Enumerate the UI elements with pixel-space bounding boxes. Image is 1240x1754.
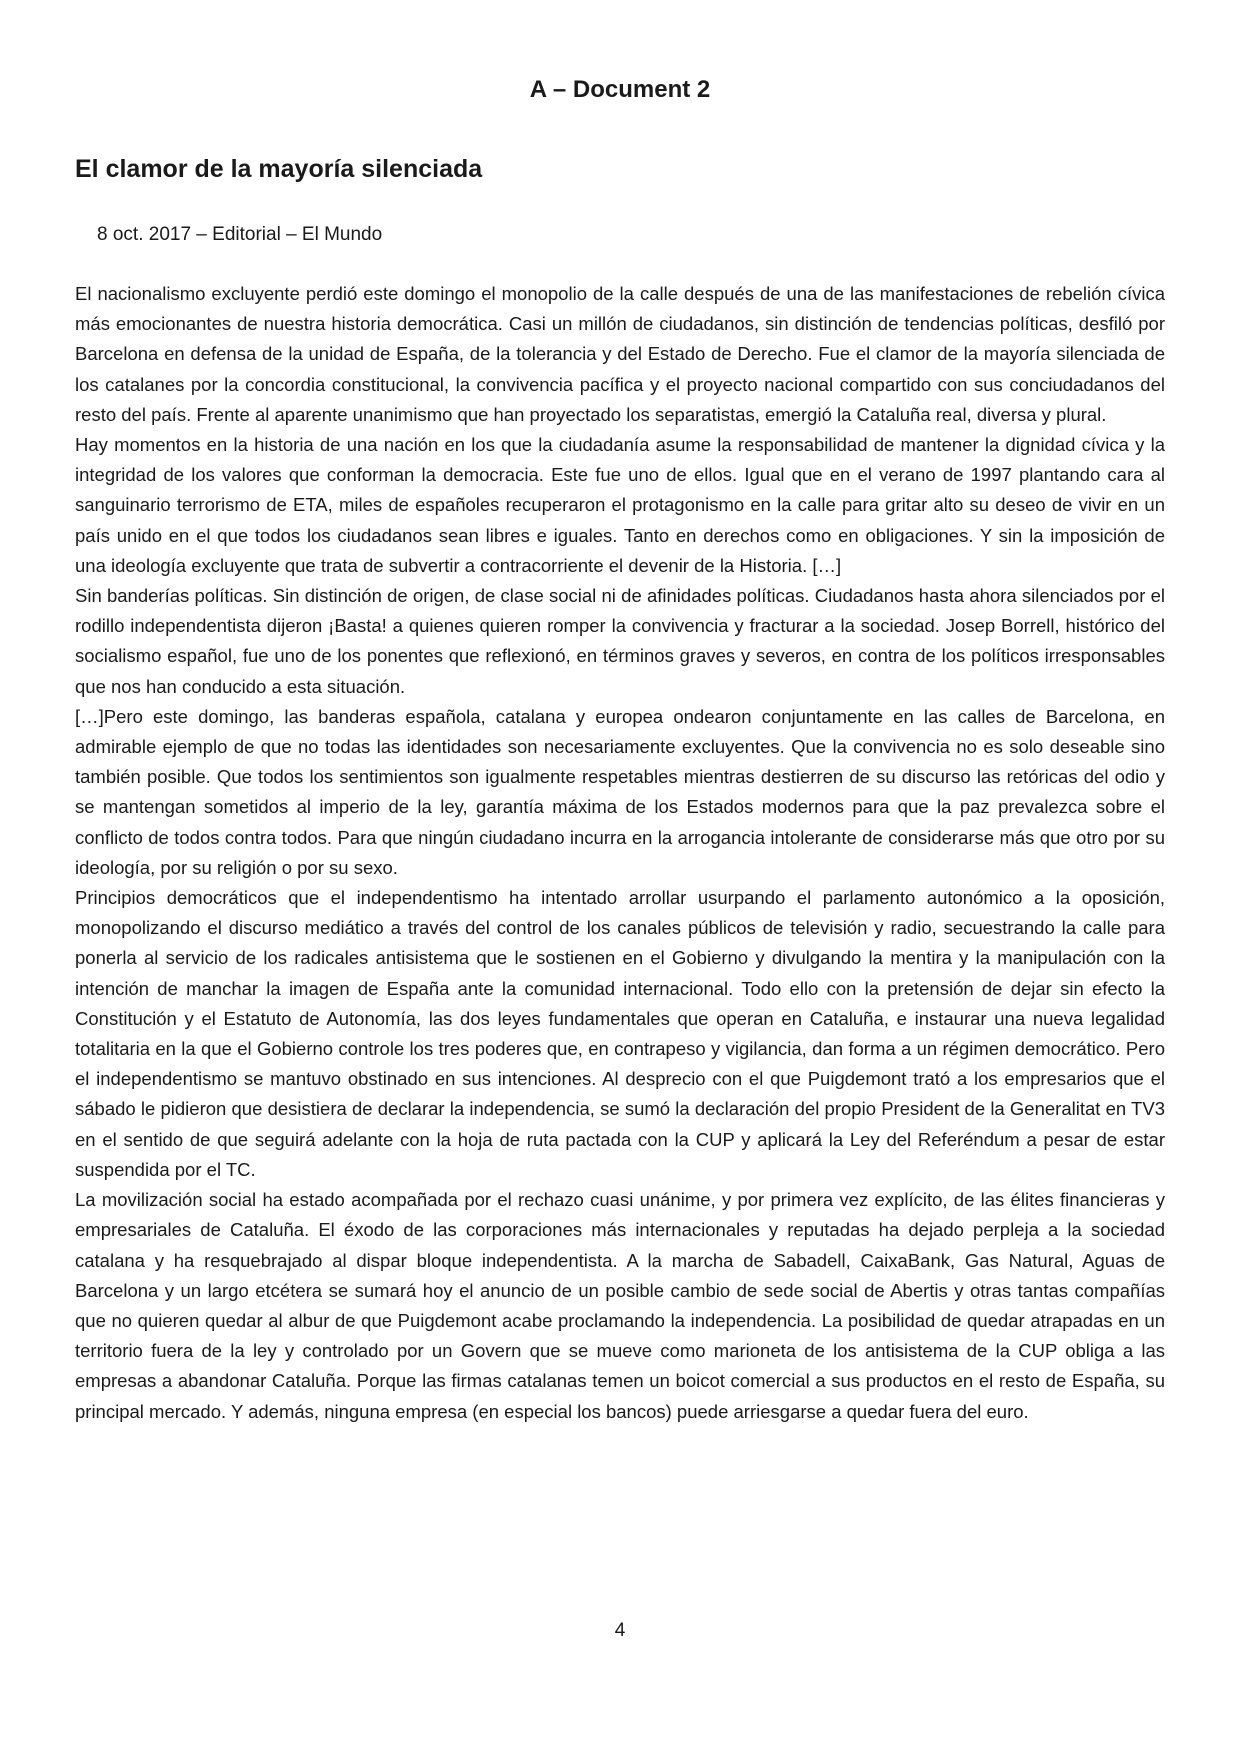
paragraph: Principios democráticos que el independentismo ha intentado arrollar usurpando el parlamento autonómico a la oposición, monopolizando el discurso mediático a través del control de los canales públicos de televisión y radio, secuestrando la calle para ponerla al servicio de los radicales antisistema que le sostienen en el Gobierno y divulgando la mentira y la manipulación con la intención de manchar la imagen de España ante la comunidad internacional. Todo ello con la pretensión de dejar sin efecto la Constitución y el Estatuto de Autonomía, las dos leyes fundamentales que operan en Cataluña, e instaurar una nueva legalidad totalitaria en la que el Gobierno controle los tres poderes que, en contrapeso y vigilancia, dan forma a un régimen democrático. Pero el independentismo se mantuvo obstinado en sus intenciones. Al desprecio con el que Puigdemont trató a los empresarios que el sábado le pidieron que desistiera de declarar la independencia, se sumó la declaración del propio President de la Generalitat en TV3 en el sentido de que seguirá adelante con la hoja de ruta pactada con la CUP y aplicará la Ley del Referéndum a pesar de estar suspendida por el TC. [75, 887, 1165, 1180]
paragraph: […]Pero este domingo, las banderas española, catalana y europea ondearon conjuntamente en las calles de Barcelona, en admirable ejemplo de que no todas las identidades son necesariamente excluyentes. Que la convivencia no es solo deseable sino también posible. Que todos los sentimientos son igualmente respetables mientras destierren de su discurso las retóricas del odio y se mantengan sometidos al imperio de la ley, garantía máxima de los Estados modernos para que la paz prevalezca sobre el conflicto de todos contra todos. Para que ningún ciudadano incurra en la arrogancia intolerante de considerarse más que otro por su ideología, por su religión o por su sexo. [75, 705, 1165, 878]
paragraph: Sin banderías políticas. Sin distinción de origen, de clase social ni de afinidades políticas. Ciudadanos hasta ahora silenciados por el rodillo independentista dijeron ¡Basta! a quienes quieren romper la convivencia y fracturar a la sociedad. Josep Borrell, histórico del socialismo español, fue uno de los ponentes que reflexionó, en términos graves y severos, en contra de los políticos irresponsables que nos han conducido a esta situación. [75, 585, 1165, 697]
article-byline: 8 oct. 2017 – Editorial – El Mundo [97, 224, 383, 245]
paragraph: El nacionalismo excluyente perdió este domingo el monopolio de la calle después de una de las manifestaciones de rebelión cívica más emocionantes de nuestra historia democrática. Casi un millón de ciudadanos, sin distinción de tendencias políticas, desfiló por Barcelona en defensa de la unidad de España, de la tolerancia y del Estado de Derecho. Fue el clamor de la mayoría silenciada de los catalanes por la concordia constitucional, la convivencia pacífica y el proyecto nacional compartido con sus conciudadanos del resto del país. Frente al aparente unanimismo que han proyectado los separatistas, emergió la Cataluña real, diversa y plural. [75, 283, 1165, 425]
paragraph: Hay momentos en la historia de una nación en los que la ciudadanía asume la responsabilidad de mantener la dignidad cívica y la integridad de los valores que conforman la democracia. Este fue uno de ellos. Igual que en el verano de 1997 plantando cara al sanguinario terrorismo de ETA, miles de españoles recuperaron el protagonismo en la calle para gritar alto su deseo de vivir en un país unido en el que todos los ciudadanos sean libres e iguales. Tanto en derechos como en obligaciones. Y sin la imposición de una ideología excluyente que trata de subvertir a contracorriente el devenir de la Historia. […] [75, 434, 1165, 576]
paragraph: La movilización social ha estado acompañada por el rechazo cuasi unánime, y por primera vez explícito, de las élites financieras y empresariales de Cataluña. El éxodo de las corporaciones más internacionales y reputadas ha dejado perpleja a la sociedad catalana y ha resquebrajado al dispar bloque independentista. A la marcha de Sabadell, CaixaBank, Gas Natural, Aguas de Barcelona y un largo etcétera se sumará hoy el anuncio de un posible cambio de sede social de Abertis y otras tantas compañías que no quieren quedar al albur de que Puigdemont acabe proclamando la independencia. La posibilidad de quedar atrapadas en un territorio fuera de la ley y controlado por un Govern que se mueve como marioneta de los antisistema de la CUP obliga a las empresas a abandonar Cataluña. Porque las firmas catalanas temen un boicot comercial a sus productos en el resto de España, su principal mercado. Y además, ninguna empresa (en especial los bancos) puede arriesgarse a quedar fuera del euro. [75, 1189, 1165, 1422]
article-body [75, 279, 1165, 1427]
article-title: El clamor de la mayoría silenciada [75, 155, 483, 183]
page-number: 4 [614, 1620, 626, 1641]
document-label: A – Document 2 [529, 76, 711, 103]
